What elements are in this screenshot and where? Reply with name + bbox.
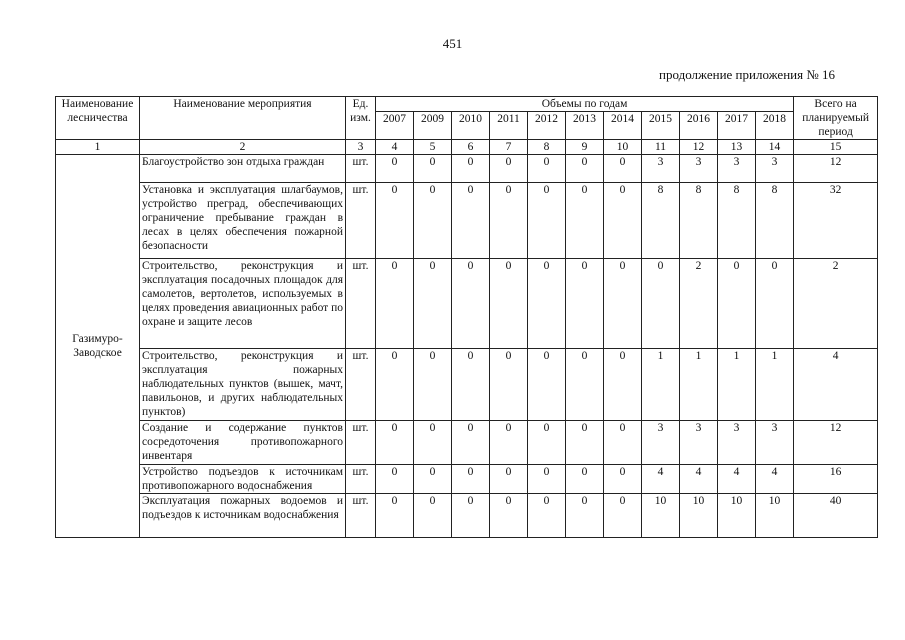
year-value-cell: 10: [718, 494, 756, 538]
year-value-cell: 0: [376, 421, 414, 465]
unit-cell: шт.: [346, 259, 376, 349]
year-value-cell: 0: [452, 421, 490, 465]
appendix-note: продолжение приложения № 16: [659, 67, 835, 82]
header-year: 2007: [376, 112, 414, 140]
page-number: 451: [442, 36, 463, 51]
year-value-cell: 0: [490, 349, 528, 421]
year-value-cell: 0: [528, 494, 566, 538]
year-value-cell: 10: [756, 494, 794, 538]
year-value-cell: 1: [642, 349, 680, 421]
year-value-cell: 0: [566, 155, 604, 183]
year-value-cell: 0: [528, 349, 566, 421]
column-number: 10: [604, 140, 642, 155]
activity-name: Эксплуатация пожарных водоемов и подъездов к источникам водоснабжения: [140, 494, 346, 538]
table-row: [56, 494, 878, 538]
table-row: [56, 155, 878, 183]
year-value-cell: 0: [452, 494, 490, 538]
header-year: 2018: [756, 112, 794, 140]
column-number: 7: [490, 140, 528, 155]
column-number: 3: [346, 140, 376, 155]
total-cell: 12: [794, 155, 878, 183]
unit-cell: шт.: [346, 465, 376, 494]
year-value-cell: 8: [680, 183, 718, 259]
unit-cell: шт.: [346, 494, 376, 538]
year-value-cell: 3: [756, 155, 794, 183]
year-value-cell: 0: [756, 259, 794, 349]
year-value-cell: 0: [528, 259, 566, 349]
year-value-cell: 0: [414, 465, 452, 494]
activity-name: Создание и содержание пунктов сосредоточения противопожарного инвентаря: [140, 421, 346, 465]
forestry-name: Газимуро-Заводское: [56, 155, 140, 538]
column-number: 12: [680, 140, 718, 155]
year-value-cell: 0: [376, 349, 414, 421]
year-value-cell: 0: [376, 259, 414, 349]
year-value-cell: 0: [604, 349, 642, 421]
year-value-cell: 2: [680, 259, 718, 349]
table-row: [56, 465, 878, 494]
header-unit: Ед. изм.: [346, 97, 376, 140]
column-number: 4: [376, 140, 414, 155]
year-value-cell: 0: [566, 183, 604, 259]
year-value-cell: 0: [604, 155, 642, 183]
year-value-cell: 0: [528, 465, 566, 494]
column-number: 1: [56, 140, 140, 155]
header-year: 2012: [528, 112, 566, 140]
header-year: 2009: [414, 112, 452, 140]
year-value-cell: 0: [414, 259, 452, 349]
activity-name: Благоустройство зон отдыха граждан: [140, 155, 346, 183]
unit-cell: шт.: [346, 421, 376, 465]
total-cell: 4: [794, 349, 878, 421]
column-number: 14: [756, 140, 794, 155]
year-value-cell: 0: [566, 349, 604, 421]
column-number: 11: [642, 140, 680, 155]
total-cell: 12: [794, 421, 878, 465]
year-value-cell: 0: [452, 465, 490, 494]
year-value-cell: 4: [718, 465, 756, 494]
total-cell: 40: [794, 494, 878, 538]
total-cell: 2: [794, 259, 878, 349]
year-value-cell: 0: [566, 465, 604, 494]
year-value-cell: 3: [680, 421, 718, 465]
year-value-cell: 0: [642, 259, 680, 349]
total-cell: 16: [794, 465, 878, 494]
year-value-cell: 0: [376, 183, 414, 259]
column-number: 13: [718, 140, 756, 155]
activity-name: Установка и эксплуатация шлагбаумов, устройство преград, обеспечивающих ограничение пребывание граждан в лесах в целях обеспечения пожарной безопасности: [140, 183, 346, 259]
unit-cell: шт.: [346, 349, 376, 421]
year-value-cell: 4: [680, 465, 718, 494]
column-number: 15: [794, 140, 878, 155]
year-value-cell: 0: [528, 183, 566, 259]
table-row: [56, 421, 878, 465]
activity-name: Строительство, реконструкция и эксплуатация посадочных площадок для самолетов, вертолетов, используемых в целях проведения авиационных работ по охране и защите лесов: [140, 259, 346, 349]
year-value-cell: 10: [642, 494, 680, 538]
year-value-cell: 0: [376, 494, 414, 538]
unit-cell: шт.: [346, 155, 376, 183]
year-value-cell: 0: [490, 465, 528, 494]
header-year: 2011: [490, 112, 528, 140]
header-year: 2017: [718, 112, 756, 140]
activity-name: Строительство, реконструкция и эксплуатация пожарных наблюдательных пунктов (вышек, мачт, павильонов, и других наблюдательных пунктов): [140, 349, 346, 421]
year-value-cell: 0: [490, 494, 528, 538]
year-value-cell: 1: [756, 349, 794, 421]
year-value-cell: 1: [718, 349, 756, 421]
activities-table: [55, 96, 878, 538]
column-number: 5: [414, 140, 452, 155]
year-value-cell: 3: [718, 421, 756, 465]
header-volumes: Объемы по годам: [376, 97, 794, 112]
year-value-cell: 0: [452, 155, 490, 183]
year-value-cell: 8: [718, 183, 756, 259]
year-value-cell: 4: [642, 465, 680, 494]
total-cell: 32: [794, 183, 878, 259]
header-forestry: Наименование лесничества: [56, 97, 140, 140]
year-value-cell: 0: [528, 421, 566, 465]
activity-name: Устройство подъездов к источникам противопожарного водоснабжения: [140, 465, 346, 494]
year-value-cell: 3: [756, 421, 794, 465]
header-year: 2016: [680, 112, 718, 140]
year-value-cell: 3: [680, 155, 718, 183]
year-value-cell: 3: [718, 155, 756, 183]
year-value-cell: 0: [604, 259, 642, 349]
year-value-cell: 0: [566, 259, 604, 349]
year-value-cell: 0: [604, 421, 642, 465]
header-year: 2015: [642, 112, 680, 140]
table-row: [56, 183, 878, 259]
column-number: 6: [452, 140, 490, 155]
column-number: 9: [566, 140, 604, 155]
year-value-cell: 10: [680, 494, 718, 538]
column-number: 8: [528, 140, 566, 155]
year-value-cell: 0: [414, 421, 452, 465]
year-value-cell: 0: [414, 155, 452, 183]
year-value-cell: 0: [490, 259, 528, 349]
year-value-cell: 0: [414, 349, 452, 421]
header-year: 2010: [452, 112, 490, 140]
year-value-cell: 0: [604, 465, 642, 494]
year-value-cell: 0: [566, 421, 604, 465]
year-value-cell: 0: [604, 183, 642, 259]
year-value-cell: 8: [756, 183, 794, 259]
header-year: 2014: [604, 112, 642, 140]
year-value-cell: 0: [414, 494, 452, 538]
year-value-cell: 4: [756, 465, 794, 494]
year-value-cell: 3: [642, 155, 680, 183]
year-value-cell: 0: [452, 183, 490, 259]
year-value-cell: 0: [490, 155, 528, 183]
year-value-cell: 0: [414, 183, 452, 259]
year-value-cell: 0: [604, 494, 642, 538]
year-value-cell: 0: [376, 465, 414, 494]
year-value-cell: 0: [452, 259, 490, 349]
year-value-cell: 1: [680, 349, 718, 421]
year-value-cell: 3: [642, 421, 680, 465]
year-value-cell: 0: [718, 259, 756, 349]
year-value-cell: 0: [490, 421, 528, 465]
unit-cell: шт.: [346, 183, 376, 259]
table-row: [56, 349, 878, 421]
column-number: 2: [140, 140, 346, 155]
year-value-cell: 0: [376, 155, 414, 183]
header-activity: Наименование мероприятия: [140, 97, 346, 140]
year-value-cell: 0: [490, 183, 528, 259]
year-value-cell: 0: [528, 155, 566, 183]
year-value-cell: 0: [452, 349, 490, 421]
table-row: [56, 259, 878, 349]
header-total: Всего на планируемый период: [794, 97, 878, 140]
year-value-cell: 8: [642, 183, 680, 259]
header-year: 2013: [566, 112, 604, 140]
year-value-cell: 0: [566, 494, 604, 538]
